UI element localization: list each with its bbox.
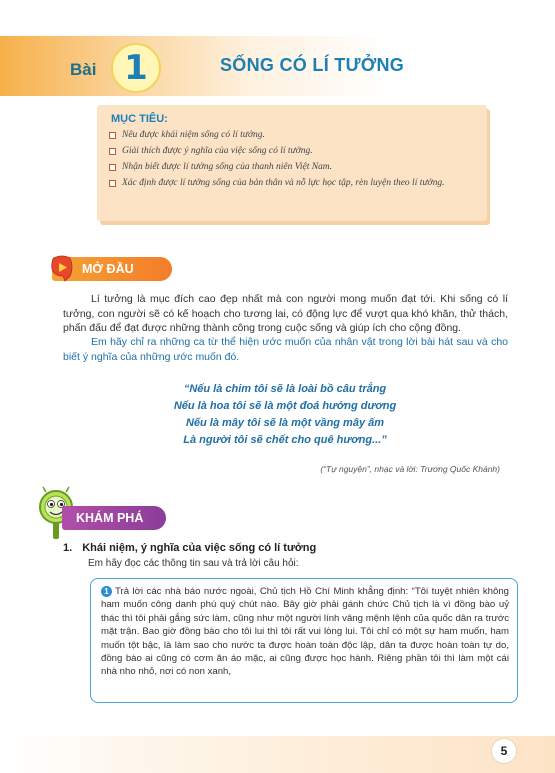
objectives-list [109,129,477,193]
section-heading [63,542,316,554]
mo-dau-label: MỞ ĐẦU [82,262,134,276]
square-bullet-icon [109,180,116,187]
objective-item [109,129,477,142]
lyric-line: Nếu là mây tôi sẽ là một vầng mây ấm [185,417,385,429]
section-number: 1. [63,542,73,554]
objectives-box [97,105,487,221]
lyric-line: “Nếu là chim tôi sẽ là loài bồ câu trắng [183,383,387,395]
lyric-line: Là người tôi sẽ chết cho quê hương...” [183,434,387,446]
objective-text: Giải thích được ý nghĩa của việc sống có lí tưởng. [122,146,313,156]
reading-instruction: Em hãy đọc các thông tin sau và trả lời câu hỏi: [88,558,299,569]
kham-pha-label: KHÁM PHÁ [76,511,144,525]
objective-item [109,161,477,174]
objective-text: Nêu được khái niệm sống có lí tưởng. [122,130,265,140]
section-title: Khái niệm, ý nghĩa của việc sống có lí tưởng [82,542,317,554]
story-box [90,578,518,703]
objective-item [109,177,477,190]
footer-band [0,736,555,773]
lesson-label: Bài [70,60,97,79]
lesson-number-badge [111,43,161,93]
objective-text: Nhận biết được lí tưởng sống của thanh niên Việt Nam. [122,162,333,172]
square-bullet-icon [109,132,116,139]
song-lyrics [150,381,420,449]
square-bullet-icon [109,148,116,155]
lesson-title: SỐNG CÓ LÍ TƯỞNG [220,55,405,75]
page-number: 5 [491,738,517,764]
story-number-badge: 1 [101,586,112,597]
song-credit: (“Tự nguyện”, nhạc và lời: Trương Quốc Khánh) [320,464,500,474]
task-paragraph: Em hãy chỉ ra những ca từ thể hiện ước muốn của nhân vật trong lời bài hát sau và cho biết ý nghĩa của những ước muốn đó. [63,336,508,363]
objective-text: Xác định được lí tưởng sống của bản thân và nỗ lực học tập, rèn luyện theo lí tưởng. [122,178,445,188]
objectives-title: MỤC TIÊU: [111,113,168,125]
story-text: Trả lời các nhà báo nước ngoài, Chủ tịch Hồ Chí Minh khẳng định: “Tôi tuyệt nhiên không ham muốn công danh phú quý chút nào. Bây giờ phải gánh chức Chủ tịch là vì đồng bào uỷ thác thì tôi phải gắng sức làm, cũng như một người lính vâng mệnh lệnh của quốc dân ra trước mặt trận. Bao giờ đồng bào cho tôi lui thì tôi rất vui lòng lui. Tôi chỉ có một sự ham muốn, ham muốn tột bậc, là làm sao cho nước ta được hoàn toàn độc lập, dân ta được hoàn toàn tự do, đồng bào ai cũng có cơm ăn áo mặc, ai cũng được học hành. Riêng phần tôi thì làm một cái nhà nho nhỏ, nơi có non xanh, [101,586,509,678]
intro-paragraph: Lí tưởng là mục đích cao đẹp nhất mà con người mong muốn đạt tới. Khi sống có lí tưởng, con người sẽ có kế hoạch cho tương lai, có động lực để vượt qua khó khăn, thử thách, phấn đấu để đạt được những thành công trong cuộc sống và giúp ích cho cộng đồng. [63,293,508,334]
objective-item [109,145,477,158]
lyric-line: Nếu là hoa tôi sẽ là một đoá hướng dương [173,400,397,412]
kham-pha-tag [62,506,166,530]
square-bullet-icon [109,164,116,171]
lesson-number: 1 [124,48,148,88]
play-bubble-icon [50,255,74,283]
